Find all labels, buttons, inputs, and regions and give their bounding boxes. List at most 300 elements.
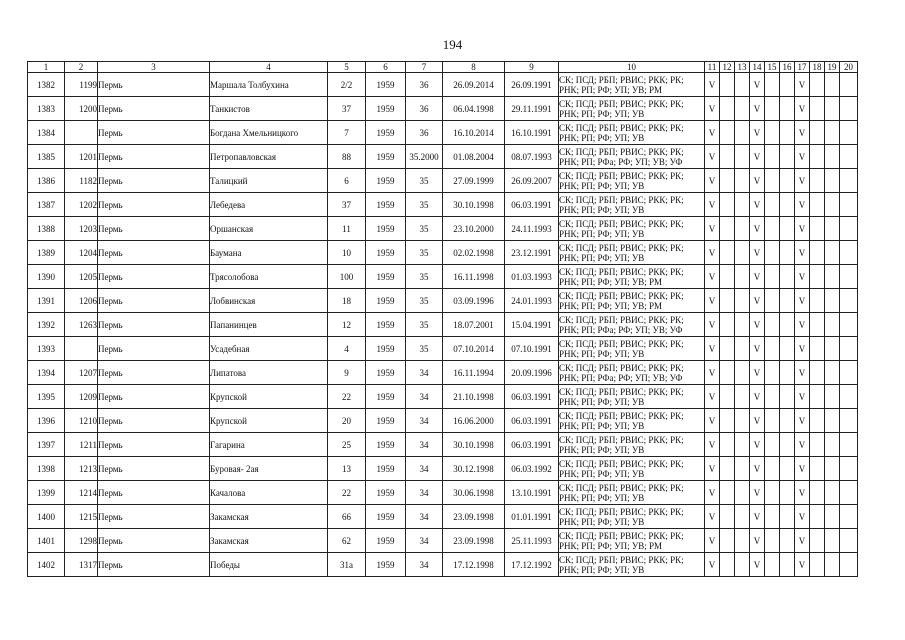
- cell-col-20-mark: [840, 337, 858, 361]
- cell-col-20-mark: [840, 313, 858, 337]
- codes-line-2: РНК; РП; РФ; УП; УВ: [559, 228, 645, 239]
- cell-col-16-mark: [780, 337, 795, 361]
- codes-line-2: РНК; РП; РФ; УП; УВ: [559, 492, 645, 503]
- cell-col-4: Петропавловская: [210, 145, 328, 169]
- cell-col-10-codes: [559, 553, 705, 577]
- cell-col-7: 34: [406, 481, 443, 505]
- cell-col-8: 23.09.1998: [443, 529, 505, 553]
- cell-col-5: 62: [328, 529, 366, 553]
- cell-col-11-mark: V: [705, 193, 720, 217]
- cell-col-6: 1959: [366, 505, 406, 529]
- cell-col-14-mark: V: [750, 169, 765, 193]
- cell-col-6: 1959: [366, 169, 406, 193]
- cell-col-19-mark: [825, 385, 840, 409]
- cell-col-6: 1959: [366, 553, 406, 577]
- cell-col-17-mark: V: [795, 433, 810, 457]
- cell-col-3: Пермь: [98, 433, 210, 457]
- cell-col-15-mark: [765, 217, 780, 241]
- cell-col-10-codes: [559, 121, 705, 145]
- cell-col-20-mark: [840, 457, 858, 481]
- cell-col-8: 21.10.1998: [443, 385, 505, 409]
- cell-col-9: 24.01.1993: [505, 289, 559, 313]
- cell-col-12-mark: [720, 265, 735, 289]
- cell-col-14-mark: V: [750, 313, 765, 337]
- cell-col-18-mark: [810, 505, 825, 529]
- cell-col-19-mark: [825, 169, 840, 193]
- cell-col-18-mark: [810, 97, 825, 121]
- cell-col-12-mark: [720, 169, 735, 193]
- cell-col-16-mark: [780, 145, 795, 169]
- cell-col-5: 31а: [328, 553, 366, 577]
- cell-col-17-mark: V: [795, 97, 810, 121]
- cell-col-6: 1959: [366, 433, 406, 457]
- cell-col-12-mark: [720, 73, 735, 97]
- cell-col-9: 20.09.1996: [505, 361, 559, 385]
- cell-col-1: 1382: [28, 73, 65, 97]
- cell-col-3: Пермь: [98, 505, 210, 529]
- cell-col-15-mark: [765, 97, 780, 121]
- cell-col-11-mark: V: [705, 337, 720, 361]
- codes-line-2: РНК; РП; РФ; УП; УВ; РМ: [559, 276, 662, 287]
- cell-col-17-mark: V: [795, 121, 810, 145]
- codes-line-1: СК; ПСД; РБП; РВИС; РКК; РК;: [559, 218, 684, 229]
- cell-col-11-mark: V: [705, 169, 720, 193]
- cell-col-4: Буровая- 2ая: [210, 457, 328, 481]
- codes-line-1: СК; ПСД; РБП; РВИС; РКК; РК;: [559, 482, 684, 493]
- codes-line-1: СК; ПСД; РБП; РВИС; РКК; РК;: [559, 410, 684, 421]
- table-row: [28, 313, 858, 337]
- cell-col-8: 07.10.2014: [443, 337, 505, 361]
- cell-col-3: Пермь: [98, 337, 210, 361]
- cell-col-1: 1383: [28, 97, 65, 121]
- cell-col-13-mark: [735, 505, 750, 529]
- cell-col-14-mark: V: [750, 553, 765, 577]
- codes-line-1: СК; ПСД; РБП; РВИС; РКК; РК;: [559, 506, 684, 517]
- cell-col-17-mark: V: [795, 385, 810, 409]
- cell-col-13-mark: [735, 289, 750, 313]
- cell-col-15-mark: [765, 73, 780, 97]
- cell-col-16-mark: [780, 553, 795, 577]
- table-row: [28, 73, 858, 97]
- column-header-7: 7: [406, 62, 443, 73]
- cell-col-13-mark: [735, 361, 750, 385]
- cell-col-10-codes: [559, 361, 705, 385]
- cell-col-17-mark: V: [795, 505, 810, 529]
- cell-col-17-mark: V: [795, 409, 810, 433]
- cell-col-11-mark: V: [705, 217, 720, 241]
- cell-col-3: Пермь: [98, 121, 210, 145]
- cell-col-16-mark: [780, 121, 795, 145]
- cell-col-18-mark: [810, 265, 825, 289]
- cell-col-1: 1398: [28, 457, 65, 481]
- cell-col-9: 06.03.1991: [505, 409, 559, 433]
- cell-col-6: 1959: [366, 481, 406, 505]
- cell-col-4: Танкистов: [210, 97, 328, 121]
- cell-col-7: 35: [406, 241, 443, 265]
- cell-col-1: 1401: [28, 529, 65, 553]
- cell-col-9: 24.11.1993: [505, 217, 559, 241]
- cell-col-6: 1959: [366, 73, 406, 97]
- cell-col-18-mark: [810, 361, 825, 385]
- cell-col-16-mark: [780, 361, 795, 385]
- codes-line-2: РНК; РП; РФ; УП; УВ: [559, 444, 645, 455]
- table-row: [28, 457, 858, 481]
- column-header-3: 3: [98, 62, 210, 73]
- table-row: [28, 505, 858, 529]
- cell-col-1: 1387: [28, 193, 65, 217]
- table-row: [28, 169, 858, 193]
- cell-col-1: 1397: [28, 433, 65, 457]
- cell-col-5: 37: [328, 97, 366, 121]
- codes-line-1: СК; ПСД; РБП; РВИС; РКК; РК;: [559, 122, 684, 133]
- cell-col-15-mark: [765, 457, 780, 481]
- cell-col-4: Усадебная: [210, 337, 328, 361]
- cell-col-10-codes: [559, 457, 705, 481]
- cell-col-5: 18: [328, 289, 366, 313]
- cell-col-5: 4: [328, 337, 366, 361]
- cell-col-17-mark: V: [795, 337, 810, 361]
- cell-col-3: Пермь: [98, 361, 210, 385]
- cell-col-13-mark: [735, 241, 750, 265]
- codes-line-1: СК; ПСД; РБП; РВИС; РКК; РК;: [559, 194, 684, 205]
- cell-col-5: 20: [328, 409, 366, 433]
- codes-line-1: СК; ПСД; РБП; РВИС; РКК; РК;: [559, 290, 684, 301]
- cell-col-13-mark: [735, 385, 750, 409]
- cell-col-2: 1203: [65, 217, 98, 241]
- header-row: [28, 62, 858, 73]
- cell-col-14-mark: V: [750, 361, 765, 385]
- cell-col-17-mark: V: [795, 265, 810, 289]
- cell-col-14-mark: V: [750, 337, 765, 361]
- cell-col-15-mark: [765, 505, 780, 529]
- cell-col-1: 1394: [28, 361, 65, 385]
- cell-col-11-mark: V: [705, 361, 720, 385]
- cell-col-5: 37: [328, 193, 366, 217]
- cell-col-10-codes: [559, 505, 705, 529]
- cell-col-16-mark: [780, 433, 795, 457]
- cell-col-20-mark: [840, 121, 858, 145]
- cell-col-12-mark: [720, 313, 735, 337]
- column-header-8: 8: [443, 62, 505, 73]
- cell-col-13-mark: [735, 313, 750, 337]
- cell-col-7: 35: [406, 265, 443, 289]
- cell-col-12-mark: [720, 481, 735, 505]
- cell-col-4: Крупской: [210, 409, 328, 433]
- cell-col-13-mark: [735, 457, 750, 481]
- cell-col-15-mark: [765, 409, 780, 433]
- cell-col-11-mark: V: [705, 265, 720, 289]
- cell-col-3: Пермь: [98, 169, 210, 193]
- table-row: [28, 433, 858, 457]
- cell-col-18-mark: [810, 73, 825, 97]
- cell-col-6: 1959: [366, 361, 406, 385]
- cell-col-13-mark: [735, 97, 750, 121]
- cell-col-11-mark: V: [705, 241, 720, 265]
- cell-col-3: Пермь: [98, 217, 210, 241]
- cell-col-18-mark: [810, 409, 825, 433]
- codes-line-2: РНК; РП; РФ; УП; УВ: [559, 180, 645, 191]
- cell-col-20-mark: [840, 361, 858, 385]
- cell-col-3: Пермь: [98, 97, 210, 121]
- cell-col-15-mark: [765, 145, 780, 169]
- cell-col-4: Качалова: [210, 481, 328, 505]
- cell-col-7: 34: [406, 529, 443, 553]
- cell-col-9: 08.07.1993: [505, 145, 559, 169]
- cell-col-19-mark: [825, 313, 840, 337]
- cell-col-18-mark: [810, 121, 825, 145]
- cell-col-2: 1206: [65, 289, 98, 313]
- cell-col-17-mark: V: [795, 73, 810, 97]
- cell-col-18-mark: [810, 553, 825, 577]
- cell-col-20-mark: [840, 409, 858, 433]
- cell-col-12-mark: [720, 529, 735, 553]
- codes-line-2: РНК; РП; РФ; УП; УВ: [559, 108, 645, 119]
- cell-col-19-mark: [825, 265, 840, 289]
- cell-col-16-mark: [780, 481, 795, 505]
- cell-col-7: 35: [406, 313, 443, 337]
- table-body: [28, 73, 858, 577]
- cell-col-7: 36: [406, 73, 443, 97]
- cell-col-2: 1214: [65, 481, 98, 505]
- cell-col-9: 06.03.1991: [505, 433, 559, 457]
- cell-col-19-mark: [825, 457, 840, 481]
- table-row: [28, 385, 858, 409]
- cell-col-13-mark: [735, 169, 750, 193]
- cell-col-17-mark: V: [795, 169, 810, 193]
- cell-col-15-mark: [765, 289, 780, 313]
- cell-col-8: 06.04.1998: [443, 97, 505, 121]
- cell-col-14-mark: V: [750, 145, 765, 169]
- cell-col-4: Маршала Толбухина: [210, 73, 328, 97]
- cell-col-7: 35: [406, 289, 443, 313]
- cell-col-14-mark: V: [750, 289, 765, 313]
- codes-line-2: РНК; РП; РФ; УП; УВ: [559, 348, 645, 359]
- cell-col-4: Трясолобова: [210, 265, 328, 289]
- cell-col-4: Талицкий: [210, 169, 328, 193]
- cell-col-11-mark: V: [705, 289, 720, 313]
- cell-col-3: Пермь: [98, 457, 210, 481]
- cell-col-17-mark: V: [795, 529, 810, 553]
- cell-col-11-mark: V: [705, 529, 720, 553]
- table-row: [28, 337, 858, 361]
- cell-col-8: 16.06.2000: [443, 409, 505, 433]
- cell-col-10-codes: [559, 97, 705, 121]
- cell-col-6: 1959: [366, 193, 406, 217]
- cell-col-11-mark: V: [705, 385, 720, 409]
- cell-col-19-mark: [825, 217, 840, 241]
- table-row: [28, 553, 858, 577]
- cell-col-19-mark: [825, 433, 840, 457]
- cell-col-19-mark: [825, 145, 840, 169]
- cell-col-20-mark: [840, 505, 858, 529]
- cell-col-7: 34: [406, 433, 443, 457]
- cell-col-17-mark: V: [795, 361, 810, 385]
- cell-col-1: 1400: [28, 505, 65, 529]
- cell-col-3: Пермь: [98, 481, 210, 505]
- cell-col-14-mark: V: [750, 121, 765, 145]
- cell-col-16-mark: [780, 265, 795, 289]
- cell-col-12-mark: [720, 361, 735, 385]
- cell-col-12-mark: [720, 217, 735, 241]
- cell-col-4: Закамская: [210, 505, 328, 529]
- codes-line-1: СК; ПСД; РБП; РВИС; РКК; РК;: [559, 554, 684, 565]
- cell-col-10-codes: [559, 241, 705, 265]
- cell-col-11-mark: V: [705, 433, 720, 457]
- registry-table: [27, 61, 858, 577]
- cell-col-18-mark: [810, 481, 825, 505]
- cell-col-9: 16.10.1991: [505, 121, 559, 145]
- cell-col-7: 35: [406, 169, 443, 193]
- cell-col-15-mark: [765, 193, 780, 217]
- cell-col-18-mark: [810, 169, 825, 193]
- cell-col-17-mark: V: [795, 481, 810, 505]
- cell-col-19-mark: [825, 97, 840, 121]
- cell-col-11-mark: V: [705, 121, 720, 145]
- cell-col-2: [65, 337, 98, 361]
- cell-col-2: 1207: [65, 361, 98, 385]
- cell-col-3: Пермь: [98, 409, 210, 433]
- codes-line-2: РНК; РП; РФ; УП; УВ: [559, 204, 645, 215]
- cell-col-11-mark: V: [705, 457, 720, 481]
- codes-line-2: РНК; РП; РФ; УП; УВ: [559, 396, 645, 407]
- column-header-10: 10: [559, 62, 705, 73]
- cell-col-15-mark: [765, 241, 780, 265]
- cell-col-6: 1959: [366, 457, 406, 481]
- cell-col-8: 16.11.1994: [443, 361, 505, 385]
- cell-col-20-mark: [840, 241, 858, 265]
- column-header-18: 18: [810, 62, 825, 73]
- cell-col-19-mark: [825, 193, 840, 217]
- column-header-16: 16: [780, 62, 795, 73]
- cell-col-6: 1959: [366, 145, 406, 169]
- table-row: [28, 241, 858, 265]
- cell-col-9: 15.04.1991: [505, 313, 559, 337]
- cell-col-6: 1959: [366, 217, 406, 241]
- cell-col-4: Оршанская: [210, 217, 328, 241]
- cell-col-4: Баумана: [210, 241, 328, 265]
- cell-col-19-mark: [825, 409, 840, 433]
- codes-line-2: РНК; РП; РФ; УП; УВ; РМ: [559, 300, 662, 311]
- codes-line-2: РНК; РП; РФ; УП; УВ; РМ: [559, 84, 662, 95]
- cell-col-18-mark: [810, 433, 825, 457]
- cell-col-4: Гагарина: [210, 433, 328, 457]
- cell-col-6: 1959: [366, 121, 406, 145]
- cell-col-13-mark: [735, 265, 750, 289]
- table-row: [28, 217, 858, 241]
- cell-col-18-mark: [810, 529, 825, 553]
- cell-col-12-mark: [720, 145, 735, 169]
- cell-col-1: 1385: [28, 145, 65, 169]
- cell-col-10-codes: [559, 433, 705, 457]
- codes-line-1: СК; ПСД; РБП; РВИС; РКК; РК;: [559, 146, 684, 157]
- cell-col-2: 1209: [65, 385, 98, 409]
- cell-col-2: 1263: [65, 313, 98, 337]
- cell-col-17-mark: V: [795, 289, 810, 313]
- cell-col-20-mark: [840, 193, 858, 217]
- cell-col-13-mark: [735, 337, 750, 361]
- cell-col-1: 1390: [28, 265, 65, 289]
- cell-col-9: 26.09.2007: [505, 169, 559, 193]
- cell-col-19-mark: [825, 289, 840, 313]
- cell-col-12-mark: [720, 409, 735, 433]
- cell-col-14-mark: V: [750, 505, 765, 529]
- cell-col-2: 1200: [65, 97, 98, 121]
- cell-col-20-mark: [840, 97, 858, 121]
- codes-line-1: СК; ПСД; РБП; РВИС; РКК; РК;: [559, 458, 684, 469]
- cell-col-3: Пермь: [98, 241, 210, 265]
- cell-col-20-mark: [840, 265, 858, 289]
- cell-col-4: Лебедева: [210, 193, 328, 217]
- cell-col-15-mark: [765, 121, 780, 145]
- cell-col-16-mark: [780, 409, 795, 433]
- cell-col-18-mark: [810, 313, 825, 337]
- cell-col-11-mark: V: [705, 313, 720, 337]
- cell-col-10-codes: [559, 193, 705, 217]
- cell-col-6: 1959: [366, 337, 406, 361]
- codes-line-1: СК; ПСД; РБП; РВИС; РКК; РК;: [559, 530, 684, 541]
- cell-col-4: Липатова: [210, 361, 328, 385]
- column-header-6: 6: [366, 62, 406, 73]
- cell-col-3: Пермь: [98, 73, 210, 97]
- column-header-14: 14: [750, 62, 765, 73]
- cell-col-9: 23.12.1991: [505, 241, 559, 265]
- cell-col-12-mark: [720, 505, 735, 529]
- cell-col-10-codes: [559, 145, 705, 169]
- cell-col-8: 30.06.1998: [443, 481, 505, 505]
- cell-col-17-mark: V: [795, 193, 810, 217]
- cell-col-12-mark: [720, 553, 735, 577]
- cell-col-2: 1298: [65, 529, 98, 553]
- cell-col-9: 25.11.1993: [505, 529, 559, 553]
- codes-line-1: СК; ПСД; РБП; РВИС; РКК; РК;: [559, 434, 684, 445]
- cell-col-6: 1959: [366, 241, 406, 265]
- cell-col-14-mark: V: [750, 265, 765, 289]
- cell-col-1: 1399: [28, 481, 65, 505]
- cell-col-15-mark: [765, 529, 780, 553]
- cell-col-3: Пермь: [98, 193, 210, 217]
- cell-col-2: 1202: [65, 193, 98, 217]
- cell-col-1: 1395: [28, 385, 65, 409]
- cell-col-12-mark: [720, 385, 735, 409]
- cell-col-2: 1182: [65, 169, 98, 193]
- cell-col-12-mark: [720, 433, 735, 457]
- table-row: [28, 409, 858, 433]
- cell-col-7: 34: [406, 385, 443, 409]
- codes-line-1: СК; ПСД; РБП; РВИС; РКК; РК;: [559, 314, 684, 325]
- cell-col-9: 07.10.1991: [505, 337, 559, 361]
- cell-col-10-codes: [559, 217, 705, 241]
- column-header-5: 5: [328, 62, 366, 73]
- cell-col-14-mark: V: [750, 481, 765, 505]
- cell-col-5: 12: [328, 313, 366, 337]
- cell-col-12-mark: [720, 289, 735, 313]
- cell-col-8: 03.09.1996: [443, 289, 505, 313]
- cell-col-15-mark: [765, 385, 780, 409]
- cell-col-9: 01.01.1991: [505, 505, 559, 529]
- cell-col-10-codes: [559, 289, 705, 313]
- cell-col-2: 1317: [65, 553, 98, 577]
- cell-col-20-mark: [840, 145, 858, 169]
- cell-col-2: 1205: [65, 265, 98, 289]
- codes-line-2: РНК; РП; РФ; УП; УВ: [559, 468, 645, 479]
- cell-col-20-mark: [840, 289, 858, 313]
- cell-col-7: 35: [406, 337, 443, 361]
- cell-col-14-mark: V: [750, 409, 765, 433]
- cell-col-16-mark: [780, 97, 795, 121]
- cell-col-16-mark: [780, 313, 795, 337]
- cell-col-20-mark: [840, 217, 858, 241]
- table-row: [28, 97, 858, 121]
